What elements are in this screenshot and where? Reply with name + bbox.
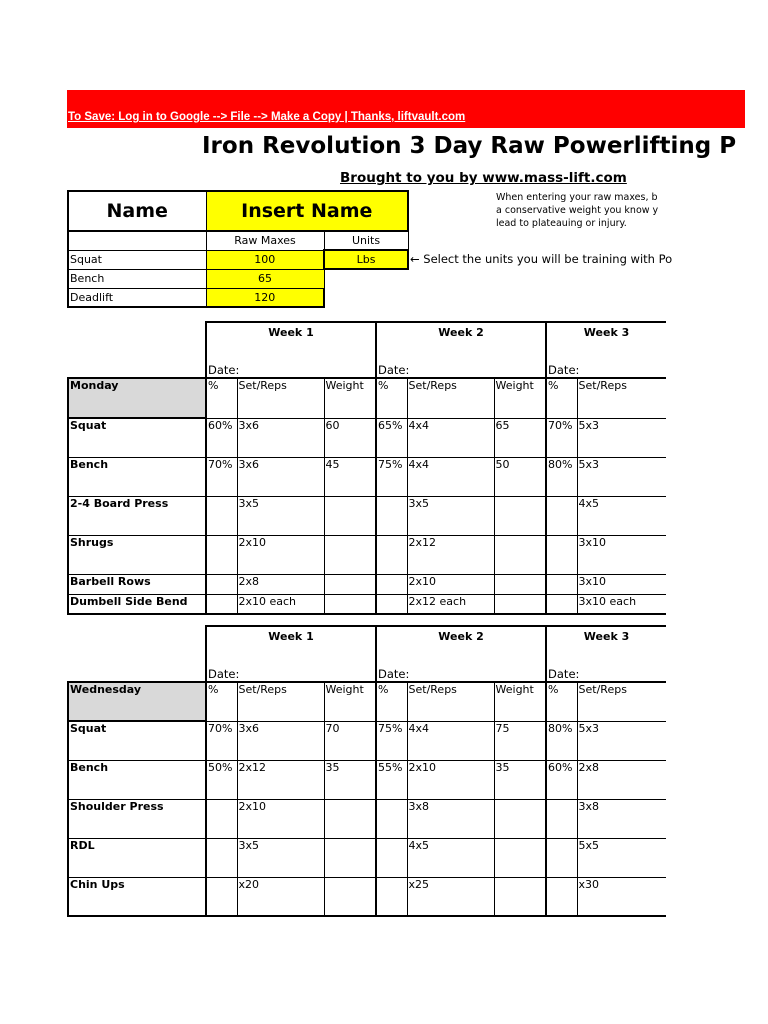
weight-cell: 35 [324,760,376,799]
week1-date[interactable]: Date: [206,342,376,378]
pct-cell [206,535,237,574]
pct-cell [206,838,237,877]
table-row [68,457,666,496]
weight-cell [324,594,376,614]
week2-header: Week 2 [376,626,546,646]
week3-header: Week 3 [546,626,666,646]
weight-cell [494,574,546,594]
pct-cell: 60% [546,760,577,799]
lift-label-bench: Bench [68,269,206,288]
note-line: a conservative weight you know y [496,205,659,216]
setreps-cell: 2x8 [237,574,324,594]
table-row [68,721,666,760]
pct-cell [546,877,577,916]
weight-cell [494,799,546,838]
empty-cell [324,288,408,307]
wednesday-table [67,625,666,917]
pct-cell [376,799,407,838]
pct-cell [376,496,407,535]
exercise-name: 2-4 Board Press [68,496,206,535]
weight-cell: 60 [324,418,376,457]
weight-cell [324,838,376,877]
pct-cell: 65% [376,418,407,457]
week2-date[interactable]: Date: [376,342,546,378]
pct-cell: 70% [206,721,237,760]
setreps-cell: x20 [237,877,324,916]
raw-max-note [496,191,666,231]
pct-cell [546,496,577,535]
weight-cell: 50 [494,457,546,496]
weight-cell: 65 [494,418,546,457]
table-row [68,838,666,877]
lift-label-deadlift: Deadlift [68,288,206,307]
setreps-cell: 5x3 [577,721,666,760]
pct-cell [546,574,577,594]
setreps-cell: 2x10 [407,574,494,594]
weight-cell [494,535,546,574]
weight-cell [324,799,376,838]
setreps-cell: 3x10 [577,535,666,574]
setreps-cell: x30 [577,877,666,916]
weight-header: Weight [324,682,376,721]
pct-header: % [376,682,407,721]
day-label-monday: Monday [68,378,206,418]
setreps-header: Set/Reps [407,682,494,721]
setreps-cell: 2x10 [237,535,324,574]
pct-cell [206,799,237,838]
deadlift-max-input[interactable]: 120 [206,288,324,307]
setreps-cell: x25 [407,877,494,916]
pct-header: % [206,378,237,418]
exercise-name: Bench [68,457,206,496]
setreps-cell: 2x12 [407,535,494,574]
empty-cell [68,646,206,682]
setreps-cell: 2x8 [577,760,666,799]
blank-header-cell [68,231,206,250]
pct-cell [546,799,577,838]
pct-cell: 75% [376,457,407,496]
day-label-wednesday: Wednesday [68,682,206,721]
exercise-name: Shoulder Press [68,799,206,838]
weight-cell: 45 [324,457,376,496]
pct-cell [206,594,237,614]
pct-cell: 80% [546,457,577,496]
lift-label-squat: Squat [68,250,206,269]
exercise-name: Chin Ups [68,877,206,916]
weight-header: Weight [324,378,376,418]
exercise-name: RDL [68,838,206,877]
setreps-cell: 3x6 [237,457,324,496]
weight-cell: 75 [494,721,546,760]
bench-max-input[interactable]: 65 [206,269,324,288]
name-input[interactable]: Insert Name [206,191,408,231]
setreps-cell: 4x5 [577,496,666,535]
weight-cell [494,877,546,916]
note-line: When entering your raw maxes, b [496,192,658,203]
profile-table [67,190,409,308]
pct-cell [546,594,577,614]
table-row [68,496,666,535]
table-row [68,877,666,916]
empty-cell [68,342,206,378]
pct-cell: 80% [546,721,577,760]
exercise-name: Bench [68,760,206,799]
table-row [68,535,666,574]
pct-cell: 55% [376,760,407,799]
setreps-cell: 4x5 [407,838,494,877]
name-label: Name [68,191,206,231]
exercise-name: Squat [68,721,206,760]
note-line: lead to plateauing or injury. [496,218,627,229]
week1-header: Week 1 [206,626,376,646]
week1-header: Week 1 [206,322,376,342]
weight-header: Weight [494,682,546,721]
weight-cell [324,535,376,574]
weight-header: Weight [494,378,546,418]
table-row [68,760,666,799]
units-note: ← Select the units you will be training with Po [410,252,673,266]
units-header: Units [324,231,408,250]
pct-cell [546,535,577,574]
week3-date[interactable]: Date: [546,342,666,378]
pct-cell [206,574,237,594]
week2-date[interactable]: Date: [376,646,546,682]
empty-cell [68,626,206,646]
weight-cell [324,877,376,916]
weight-cell [494,496,546,535]
empty-cell [324,269,408,288]
setreps-header: Set/Reps [237,682,324,721]
table-row [68,418,666,457]
subtitle-link[interactable]: Brought to you by www.mass-lift.com [340,170,627,186]
table-row [68,799,666,838]
pct-cell: 70% [206,457,237,496]
units-select[interactable]: Lbs [324,250,408,269]
exercise-name: Barbell Rows [68,574,206,594]
weight-cell: 35 [494,760,546,799]
pct-cell [376,838,407,877]
pct-cell: 60% [206,418,237,457]
setreps-cell: 2x10 [237,799,324,838]
setreps-cell: 3x5 [237,838,324,877]
setreps-cell: 5x3 [577,457,666,496]
weight-cell: 70 [324,721,376,760]
weight-cell [324,496,376,535]
week2-header: Week 2 [376,322,546,342]
pct-cell: 70% [546,418,577,457]
setreps-header: Set/Reps [577,378,666,418]
setreps-cell: 3x5 [237,496,324,535]
weight-cell [324,574,376,594]
pct-cell: 75% [376,721,407,760]
setreps-cell: 3x8 [407,799,494,838]
setreps-cell: 2x12 each [407,594,494,614]
pct-header: % [376,378,407,418]
week1-date[interactable]: Date: [206,646,376,682]
setreps-cell: 5x5 [577,838,666,877]
raw-maxes-header: Raw Maxes [206,231,324,250]
empty-cell [68,322,206,342]
pct-cell [546,838,577,877]
pct-header: % [546,682,577,721]
setreps-cell: 4x4 [407,457,494,496]
setreps-cell: 3x6 [237,721,324,760]
table-row [68,594,666,614]
setreps-cell: 4x4 [407,721,494,760]
pct-cell: 50% [206,760,237,799]
exercise-name: Squat [68,418,206,457]
weight-cell [494,594,546,614]
weight-cell [494,838,546,877]
week3-date[interactable]: Date: [546,646,666,682]
setreps-cell: 3x10 each [577,594,666,614]
pct-cell [376,535,407,574]
table-row [68,574,666,594]
pct-cell [206,496,237,535]
setreps-header: Set/Reps [237,378,324,418]
save-instructions-link[interactable]: To Save: Log in to Google --> File --> Make a Copy | Thanks, liftvault.com [68,111,466,123]
pct-cell [376,594,407,614]
squat-max-input[interactable]: 100 [206,250,324,269]
setreps-cell: 5x3 [577,418,666,457]
exercise-name: Shrugs [68,535,206,574]
setreps-cell: 2x10 each [237,594,324,614]
setreps-cell: 2x10 [407,760,494,799]
pct-header: % [206,682,237,721]
week3-header: Week 3 [546,322,666,342]
setreps-header: Set/Reps [407,378,494,418]
setreps-header: Set/Reps [577,682,666,721]
pct-header: % [546,378,577,418]
pct-cell [376,877,407,916]
page-title: Iron Revolution 3 Day Raw Powerlifting P [202,133,737,159]
setreps-cell: 3x8 [577,799,666,838]
setreps-cell: 3x6 [237,418,324,457]
setreps-cell: 2x12 [237,760,324,799]
pct-cell [206,877,237,916]
setreps-cell: 4x4 [407,418,494,457]
exercise-name: Dumbell Side Bend [68,594,206,614]
setreps-cell: 3x5 [407,496,494,535]
setreps-cell: 3x10 [577,574,666,594]
pct-cell [376,574,407,594]
monday-table [67,321,666,615]
